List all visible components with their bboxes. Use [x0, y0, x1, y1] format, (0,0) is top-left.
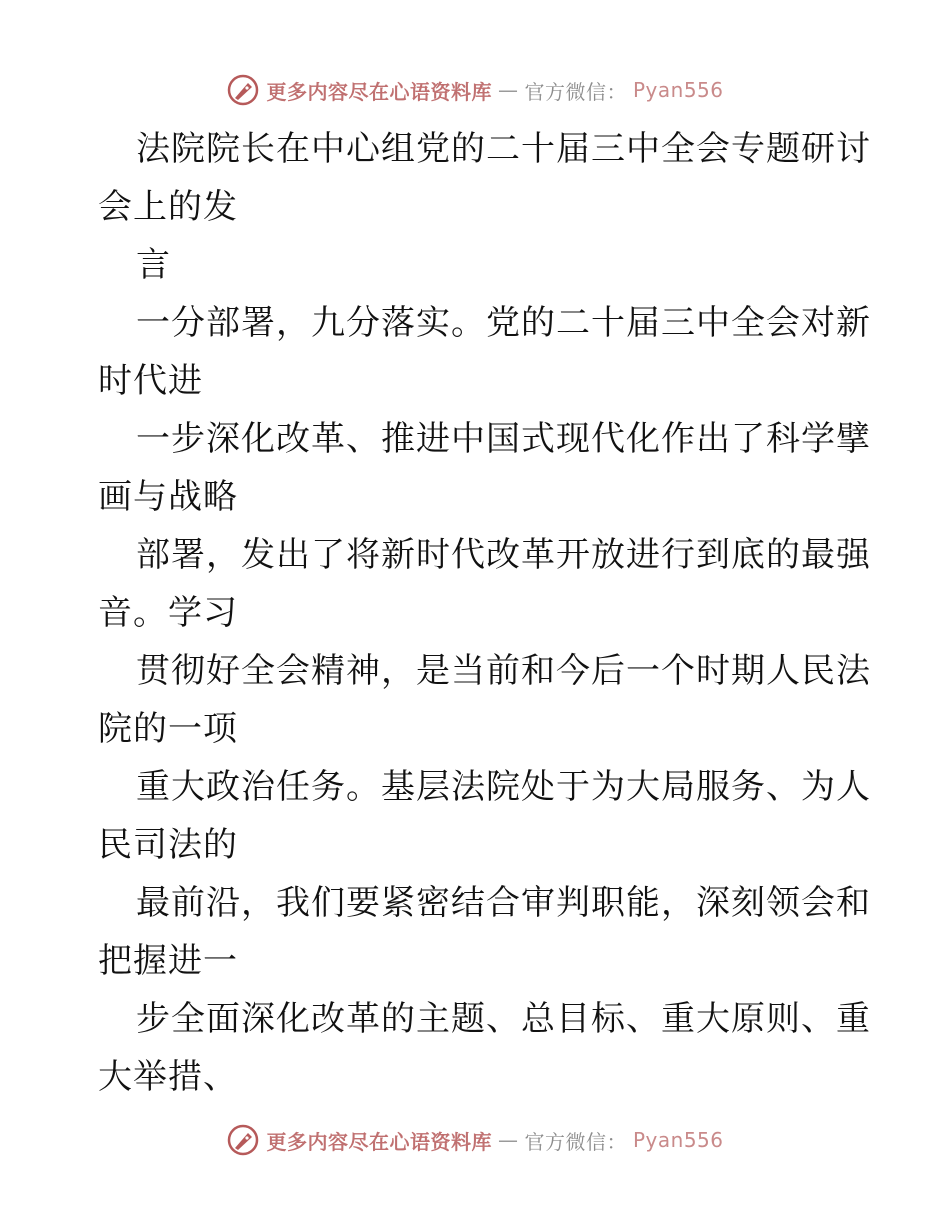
watermark-account: Pyan556: [632, 78, 724, 102]
text-line: 一分部署，九分落实。党的二十届三中全会对新: [136, 303, 871, 343]
header-watermark: [0, 70, 950, 110]
text-line: 步全面深化改革的主题、总目标、重大原则、重: [136, 999, 871, 1039]
text-line: 院的一项: [98, 709, 238, 749]
watermark-label: 官方微信：: [524, 79, 627, 104]
text-line: 言: [136, 245, 171, 285]
text-line: 部署，发出了将新时代改革开放进行到底的最强: [136, 535, 871, 575]
pen-nib-logo-icon: [226, 1123, 260, 1157]
text-line: 音。学习: [98, 593, 238, 633]
watermark-account: Pyan556: [632, 1128, 724, 1152]
pen-nib-logo-icon: [226, 73, 260, 107]
text-line: 重大政治任务。基层法院处于为大局服务、为人: [136, 767, 871, 807]
text-line: 大举措、: [98, 1057, 238, 1097]
text-line: 把握进一: [98, 941, 238, 981]
text-line: 最前沿，我们要紧密结合审判职能，深刻领会和: [136, 883, 871, 923]
text-line: 画与战略: [98, 477, 238, 517]
watermark-text: 更多内容尽在心语资料库: [266, 1129, 492, 1154]
watermark-separator: —: [497, 78, 519, 102]
text-line: 贯彻好全会精神，是当前和今后一个时期人民法: [136, 651, 871, 691]
text-line: 一步深化改革、推进中国式现代化作出了科学擘: [136, 419, 871, 459]
document-body: [98, 120, 871, 1106]
text-line: 法院院长在中心组党的二十届三中全会专题研讨: [136, 129, 871, 169]
watermark-text: 更多内容尽在心语资料库: [266, 79, 492, 104]
text-line: 民司法的: [98, 825, 238, 865]
text-line: 时代进: [98, 361, 203, 401]
text-line: 会上的发: [98, 187, 238, 227]
watermark-separator: —: [497, 1128, 519, 1152]
footer-watermark: [0, 1120, 950, 1160]
watermark-label: 官方微信：: [524, 1129, 627, 1154]
